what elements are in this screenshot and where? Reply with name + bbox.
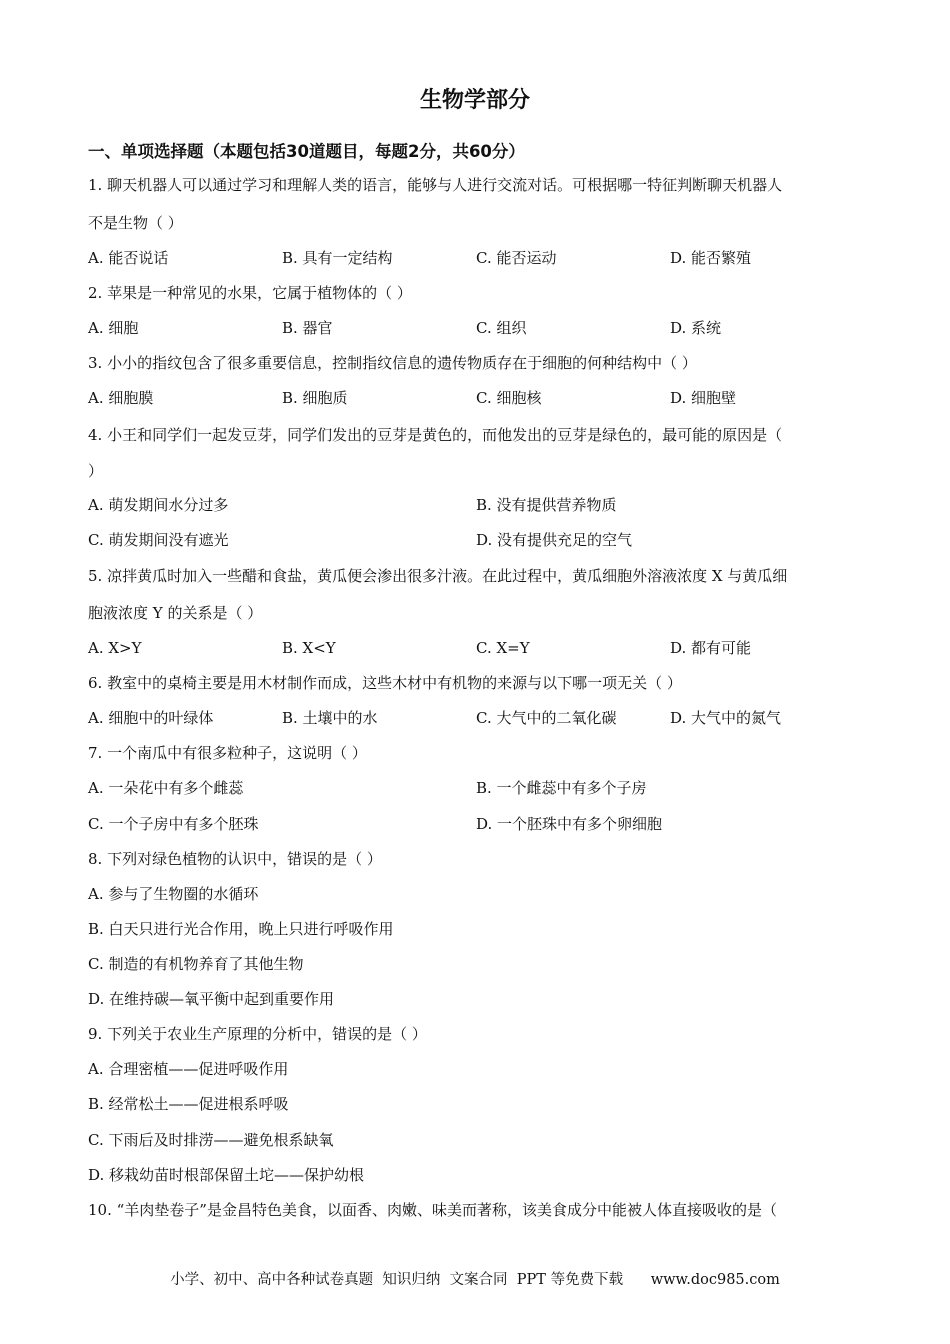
option-c: C. 制造的有机物养育了其他生物 (88, 955, 304, 973)
option-b: B. 经常松土——促进根系呼吸 (88, 1095, 289, 1113)
option-d: D. 大气中的氮气 (670, 709, 782, 727)
option-a: A. 合理密植——促进呼吸作用 (88, 1060, 289, 1078)
option-d: D. 细胞壁 (670, 389, 737, 407)
question-text: 6. 教室中的桌椅主要是用木材制作而成，这些木材中有机物的来源与以下哪一项无关（ ） (88, 674, 682, 692)
option-d: D. 都有可能 (670, 639, 752, 657)
option-d: D. 系统 (670, 319, 722, 337)
option-c: C. 组织 (476, 319, 527, 337)
option-a: A. X>Y (88, 639, 142, 657)
option-c: C. 一个子房中有多个胚珠 (88, 815, 259, 833)
page-footer: 小学、初中、高中各种试卷真题 知识归纳 文案合同 PPT 等免费下载 www.doc985.com (170, 1272, 780, 1288)
option-a: A. 萌发期间水分过多 (88, 496, 229, 514)
option-c: C. 下雨后及时排涝——避免根系缺氧 (88, 1131, 334, 1149)
option-b: B. 白天只进行光合作用，晚上只进行呼吸作用 (88, 920, 394, 938)
question-text: 胞液浓度 Y 的关系是（ ） (88, 604, 263, 622)
question-text: 5. 凉拌黄瓜时加入一些醋和食盐，黄瓜便会渗出很多汁液。在此过程中，黄瓜细胞外溶液浓度 X 与黄瓜细 (88, 567, 788, 585)
question-text: 4. 小王和同学们一起发豆芽，同学们发出的豆芽是黄色的，而他发出的豆芽是绿色的，最可能的原因是（ (88, 426, 783, 444)
option-c: C. X=Y (476, 639, 530, 657)
option-d: D. 移栽幼苗时根部保留土坨——保护幼根 (88, 1166, 365, 1184)
question-text: ） (88, 462, 104, 480)
question-text: 1. 聊天机器人可以通过学习和理解人类的语言，能够与人进行交流对话。可根据哪一特征判断聊天机器人 (88, 176, 783, 194)
option-c: C. 能否运动 (476, 249, 557, 267)
question-text: 2. 苹果是一种常见的水果，它属于植物体的（ ） (88, 284, 412, 302)
option-d: D. 没有提供充足的空气 (476, 531, 633, 549)
option-b: B. 具有一定结构 (282, 249, 393, 267)
option-a: A. 能否说话 (88, 249, 169, 267)
question-text: 7. 一个南瓜中有很多粒种子，这说明（ ） (88, 744, 367, 762)
option-d: D. 一个胚珠中有多个卵细胞 (476, 815, 663, 833)
option-b: B. 细胞质 (282, 389, 348, 407)
option-a: A. 细胞中的叶绿体 (88, 709, 214, 727)
option-a: A. 参与了生物圈的水循环 (88, 885, 259, 903)
section-heading: 一、单项选择题（本题包括30道题目，每题2分，共60分） (88, 142, 525, 161)
option-d: D. 在维持碳—氧平衡中起到重要作用 (88, 990, 335, 1008)
question-text: 10. “羊肉垫卷子”是金昌特色美食，以面香、肉嫩、味美而著称，该美食成分中能被人体直接吸收的是（ (88, 1201, 777, 1219)
option-a: A. 细胞膜 (88, 389, 154, 407)
option-d: D. 能否繁殖 (670, 249, 752, 267)
option-c: C. 萌发期间没有遮光 (88, 531, 229, 549)
option-c: C. 细胞核 (476, 389, 542, 407)
option-c: C. 大气中的二氧化碳 (476, 709, 617, 727)
question-text: 9. 下列关于农业生产原理的分析中，错误的是（ ） (88, 1025, 427, 1043)
question-text: 不是生物（ ） (88, 214, 183, 232)
question-text: 3. 小小的指纹包含了很多重要信息，控制指纹信息的遗传物质存在于细胞的何种结构中（ ） (88, 354, 697, 372)
option-b: B. 没有提供营养物质 (476, 496, 617, 514)
question-text: 8. 下列对绿色植物的认识中，错误的是（ ） (88, 850, 382, 868)
option-b: B. 器官 (282, 319, 333, 337)
option-b: B. X<Y (282, 639, 336, 657)
option-b: B. 一个雌蕊中有多个子房 (476, 779, 647, 797)
option-b: B. 土壤中的水 (282, 709, 378, 727)
option-a: A. 细胞 (88, 319, 139, 337)
page-title: 生物学部分 (419, 88, 530, 113)
option-a: A. 一朵花中有多个雌蕊 (88, 779, 244, 797)
